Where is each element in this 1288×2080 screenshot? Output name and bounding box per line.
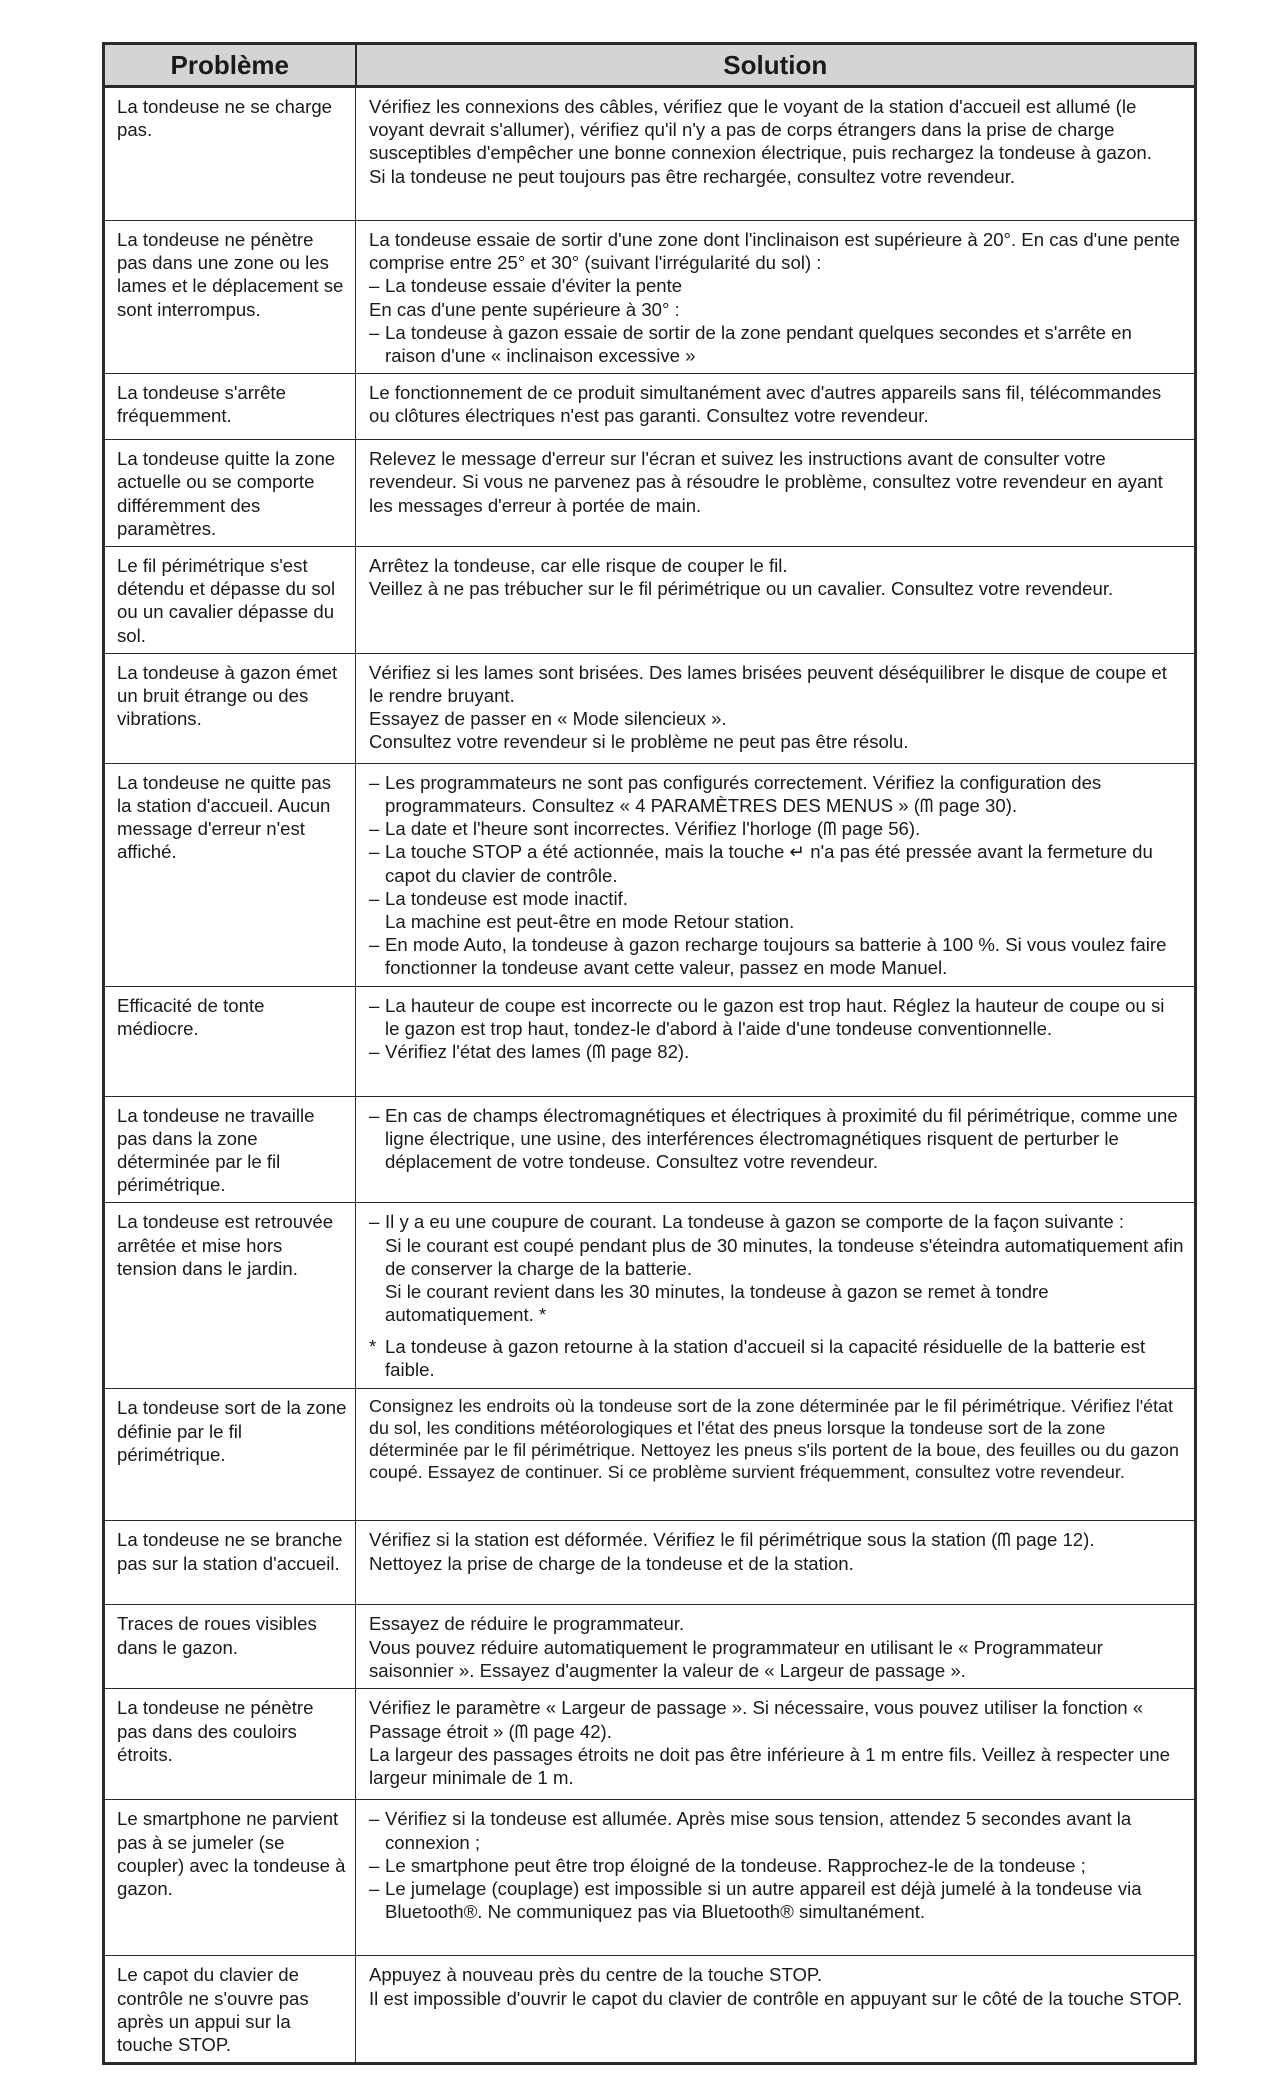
list-marker: –	[369, 1878, 380, 1900]
solution-list-item	[369, 274, 1184, 297]
problem-cell: La tondeuse ne se branche pas sur la station d'accueil.	[104, 1521, 356, 1605]
solution-text: La tondeuse essaie d'éviter la pente	[385, 275, 683, 297]
list-marker: –	[369, 321, 380, 343]
solution-text: La machine est peut-être en mode Retour station.	[385, 911, 795, 933]
solution-list-item	[369, 1877, 1184, 1923]
solution-text: Arrêtez la tondeuse, car elle risque de couper le fil.	[369, 555, 788, 577]
problem-cell: Le capot du clavier de contrôle ne s'ouvre pas après un appui sur la touche STOP.	[104, 1956, 356, 2064]
problem-cell: Traces de roues visibles dans le gazon.	[104, 1605, 356, 1689]
list-marker: –	[369, 1041, 380, 1063]
solution-text: La largeur des passages étroits ne doit pas être inférieure à 1 m entre fils. Veillez à respecter une largeur minimale de 1 m.	[369, 1743, 1176, 1789]
solution-cell	[356, 221, 1196, 374]
solution-list-item	[369, 840, 1184, 886]
table-row	[104, 1389, 1196, 1521]
table-header-row	[104, 44, 1196, 87]
solution-list-item	[369, 1210, 1184, 1233]
solution-text: Nettoyez la prise de charge de la tondeuse et de la station.	[369, 1552, 854, 1574]
solution-text: Il est impossible d'ouvrir le capot du clavier de contrôle en appuyant sur le côté de la touche STOP.	[369, 1987, 1183, 2009]
solution-text: Si la tondeuse ne peut toujours pas être rechargée, consultez votre revendeur.	[369, 165, 1016, 187]
solution-text: Les programmateurs ne sont pas configurés correctement. Vérifiez la configuration des programmateurs. Consultez « 4 PARAMÈTRES DES MENUS » (ᗰ page 30).	[385, 771, 1102, 817]
problem-cell: La tondeuse ne se charge pas.	[104, 87, 356, 221]
solution-cell	[356, 1956, 1196, 2064]
solution-text: La tondeuse à gazon essaie de sortir de la zone pendant quelques secondes et s'arrête en raison d'une « inclinaison excessive »	[385, 321, 1132, 367]
solution-column-header: Solution	[356, 44, 1196, 87]
solution-list-item	[369, 910, 1184, 933]
solution-text: Vérifiez si la tondeuse est allumée. Après mise sous tension, attendez 5 secondes avant la connexion ;	[385, 1808, 1132, 1853]
table-row	[104, 1689, 1196, 1800]
problem-cell: La tondeuse ne pénètre pas dans des couloirs étroits.	[104, 1689, 356, 1800]
problem-cell: Le smartphone ne parvient pas à se jumeler (se coupler) avec la tondeuse à gazon.	[104, 1800, 356, 1956]
solution-list-item	[369, 1104, 1184, 1174]
table-body	[104, 87, 1196, 2064]
list-marker: –	[369, 887, 380, 909]
solution-list-item	[369, 994, 1184, 1040]
table-row	[104, 1956, 1196, 2064]
solution-cell	[356, 1689, 1196, 1800]
table-row	[104, 1605, 1196, 1689]
solution-text: En mode Auto, la tondeuse à gazon recharge toujours sa batterie à 100 %. Si vous voulez faire fonctionner la tondeuse avant cette valeur, passez en mode Manuel.	[385, 934, 1167, 979]
table-row	[104, 1203, 1196, 1389]
table-row	[104, 763, 1196, 986]
solution-text: Appuyez à nouveau près du centre de la touche STOP.	[369, 1964, 823, 1986]
table-row	[104, 1096, 1196, 1203]
table-row	[104, 653, 1196, 763]
list-marker: –	[369, 1211, 380, 1233]
problem-cell: Le fil périmétrique s'est détendu et dépasse du sol ou un cavalier dépasse du sol.	[104, 547, 356, 654]
list-marker: *	[369, 1335, 377, 1357]
solution-text: En cas d'une pente supérieure à 30° :	[369, 298, 680, 320]
list-marker: –	[369, 841, 380, 863]
solution-list-item	[369, 1040, 1184, 1063]
solution-list-item	[369, 321, 1184, 367]
solution-cell	[356, 763, 1196, 986]
troubleshooting-table	[102, 42, 1197, 2065]
solution-text: Essayez de passer en « Mode silencieux ».	[369, 708, 727, 730]
solution-text: La tondeuse essaie de sortir d'une zone dont l'inclinaison est supérieure à 20°. En cas d'une pente comprise entre 25° et 30° (suivant l'irrégularité du sol) :	[369, 229, 1186, 274]
solution-text: Vous pouvez réduire automatiquement le programmateur en utilisant le « Programmateur saisonnier ». Essayez d'augmenter la valeur de « Largeur de passage ».	[369, 1636, 1108, 1681]
table-row	[104, 1521, 1196, 1605]
problem-cell: La tondeuse ne travaille pas dans la zone déterminée par le fil périmétrique.	[104, 1096, 356, 1203]
solution-list-item	[369, 771, 1184, 817]
solution-text: Relevez le message d'erreur sur l'écran et suivez les instructions avant de consulter votre revendeur. Si vous ne parvenez pas à résoudre le problème, consultez votre revendeur en ayant les messages d'erreur à portée de main.	[369, 448, 1168, 516]
troubleshooting-page	[102, 42, 1194, 2065]
problem-cell: Efficacité de tonte médiocre.	[104, 986, 356, 1096]
solution-text: Il y a eu une coupure de courant. La tondeuse à gazon se comporte de la façon suivante :	[385, 1211, 1125, 1233]
solution-cell	[356, 653, 1196, 763]
list-marker: –	[369, 1104, 380, 1126]
list-marker: –	[369, 934, 380, 956]
problem-cell: La tondeuse sort de la zone définie par le fil périmétrique.	[104, 1389, 356, 1521]
solution-list-item	[369, 1234, 1184, 1280]
solution-text: La tondeuse est mode inactif.	[385, 887, 628, 909]
table-row	[104, 440, 1196, 547]
list-marker: –	[369, 994, 380, 1016]
solution-text: La touche STOP a été actionnée, mais la touche ↵ n'a pas été pressée avant la fermeture du capot du clavier de contrôle.	[385, 841, 1153, 886]
solution-text: Vérifiez si la station est déformée. Vérifiez le fil périmétrique sous la station (ᗰ page 12).	[369, 1529, 1095, 1551]
solution-list-item	[369, 1280, 1184, 1326]
list-marker: –	[369, 275, 380, 297]
table-row	[104, 87, 1196, 221]
table-row	[104, 547, 1196, 654]
solution-text: Vérifiez l'état des lames (ᗰ page 82).	[385, 1041, 690, 1063]
solution-text: Le smartphone peut être trop éloigné de la tondeuse. Rapprochez-le de la tondeuse ;	[385, 1854, 1086, 1876]
solution-text: Le jumelage (couplage) est impossible si un autre appareil est déjà jumelé à la tondeuse via Bluetooth®. Ne communiquez pas via Bluetooth® simultanément.	[385, 1878, 1142, 1923]
list-marker: –	[369, 1854, 380, 1876]
solution-list-item	[369, 933, 1184, 979]
solution-list-item	[369, 887, 1184, 910]
solution-cell	[356, 1389, 1196, 1521]
solution-text: La hauteur de coupe est incorrecte ou le gazon est trop haut. Réglez la hauteur de coupe ou si le gazon est trop haut, tondez-le d'abord à l'aide d'une tondeuse conventionnelle.	[385, 994, 1165, 1039]
solution-text: Consultez votre revendeur si le problème ne peut pas être résolu.	[369, 731, 909, 753]
solution-text: La tondeuse à gazon retourne à la station d'accueil si la capacité résiduelle de la batterie est faible.	[385, 1335, 1146, 1380]
solution-cell	[356, 87, 1196, 221]
solution-cell	[356, 1605, 1196, 1689]
table-row	[104, 221, 1196, 374]
solution-list-item	[369, 1807, 1184, 1853]
solution-cell	[356, 1096, 1196, 1203]
solution-text: En cas de champs électromagnétiques et électriques à proximité du fil périmétrique, comme une ligne électrique, une usine, des interférences électromagnétiques risquent de perturber le déplacement de votre tondeuse. Consultez votre revendeur.	[385, 1104, 1178, 1173]
solution-text: Vérifiez les connexions des câbles, vérifiez que le voyant de la station d'accueil est allumé (le voyant devrait s'allumer), vérifiez qu'il n'y a pas de corps étrangers dans la prise de charge susceptibles d'empêcher une bonne connexion électrique, puis rechargez la tondeuse à gazon.	[369, 96, 1152, 164]
problem-cell: La tondeuse à gazon émet un bruit étrange ou des vibrations.	[104, 653, 356, 763]
solution-cell	[356, 1203, 1196, 1389]
solution-text: Consignez les endroits où la tondeuse sort de la zone déterminée par le fil périmétrique. Vérifiez l'état du sol, les conditions météorologiques et l'état des pneus lorsque la tondeuse sort de la zone déterminée par le fil périmétrique. Nettoyez les pneus s'ils portent de la boue, des feuilles ou du gazon coupé. Essayez de continuer. Si ce problème survient fréquemment, consultez votre revendeur.	[369, 1396, 1184, 1482]
solution-text: Vérifiez si les lames sont brisées. Des lames brisées peuvent déséquilibrer le disque de coupe et le rendre bruyant.	[369, 661, 1173, 707]
solution-list-item	[369, 817, 1184, 840]
list-marker: –	[369, 1808, 380, 1830]
problem-column-header: Problème	[104, 44, 356, 87]
solution-text: Essayez de réduire le programmateur.	[369, 1613, 685, 1635]
problem-cell: La tondeuse quitte la zone actuelle ou se comporte différemment des paramètres.	[104, 440, 356, 547]
solution-text: La date et l'heure sont incorrectes. Vérifiez l'horloge (ᗰ page 56).	[385, 818, 921, 840]
problem-cell: La tondeuse ne quitte pas la station d'accueil. Aucun message d'erreur n'est affiché.	[104, 763, 356, 986]
table-row	[104, 1800, 1196, 1956]
solution-cell	[356, 1800, 1196, 1956]
solution-cell	[356, 440, 1196, 547]
solution-list-item	[369, 1335, 1184, 1381]
spacer	[369, 1327, 1184, 1335]
problem-cell: La tondeuse ne pénètre pas dans une zone ou les lames et le déplacement se sont interrompus.	[104, 221, 356, 374]
table-row	[104, 374, 1196, 440]
solution-text: Vérifiez le paramètre « Largeur de passage ». Si nécessaire, vous pouvez utiliser la fonction « Passage étroit » (ᗰ page 42).	[369, 1697, 1149, 1742]
solution-text: Si le courant est coupé pendant plus de 30 minutes, la tondeuse s'éteindra automatiquement afin de conserver la charge de la batterie.	[385, 1234, 1184, 1279]
solution-list-item	[369, 1854, 1184, 1877]
problem-cell: La tondeuse est retrouvée arrêtée et mise hors tension dans le jardin.	[104, 1203, 356, 1389]
problem-cell: La tondeuse s'arrête fréquemment.	[104, 374, 356, 440]
solution-text: Si le courant revient dans les 30 minutes, la tondeuse à gazon se remet à tondre automatiquement. *	[385, 1281, 1049, 1326]
solution-cell	[356, 986, 1196, 1096]
list-marker: –	[369, 771, 380, 793]
table-row	[104, 986, 1196, 1096]
solution-text: Veillez à ne pas trébucher sur le fil périmétrique ou un cavalier. Consultez votre revendeur.	[369, 578, 1114, 600]
solution-cell	[356, 1521, 1196, 1605]
solution-text: Le fonctionnement de ce produit simultanément avec d'autres appareils sans fil, télécommandes ou clôtures électriques n'est pas garanti. Consultez votre revendeur.	[369, 382, 1167, 427]
solution-cell	[356, 547, 1196, 654]
solution-cell	[356, 374, 1196, 440]
list-marker: –	[369, 818, 380, 840]
